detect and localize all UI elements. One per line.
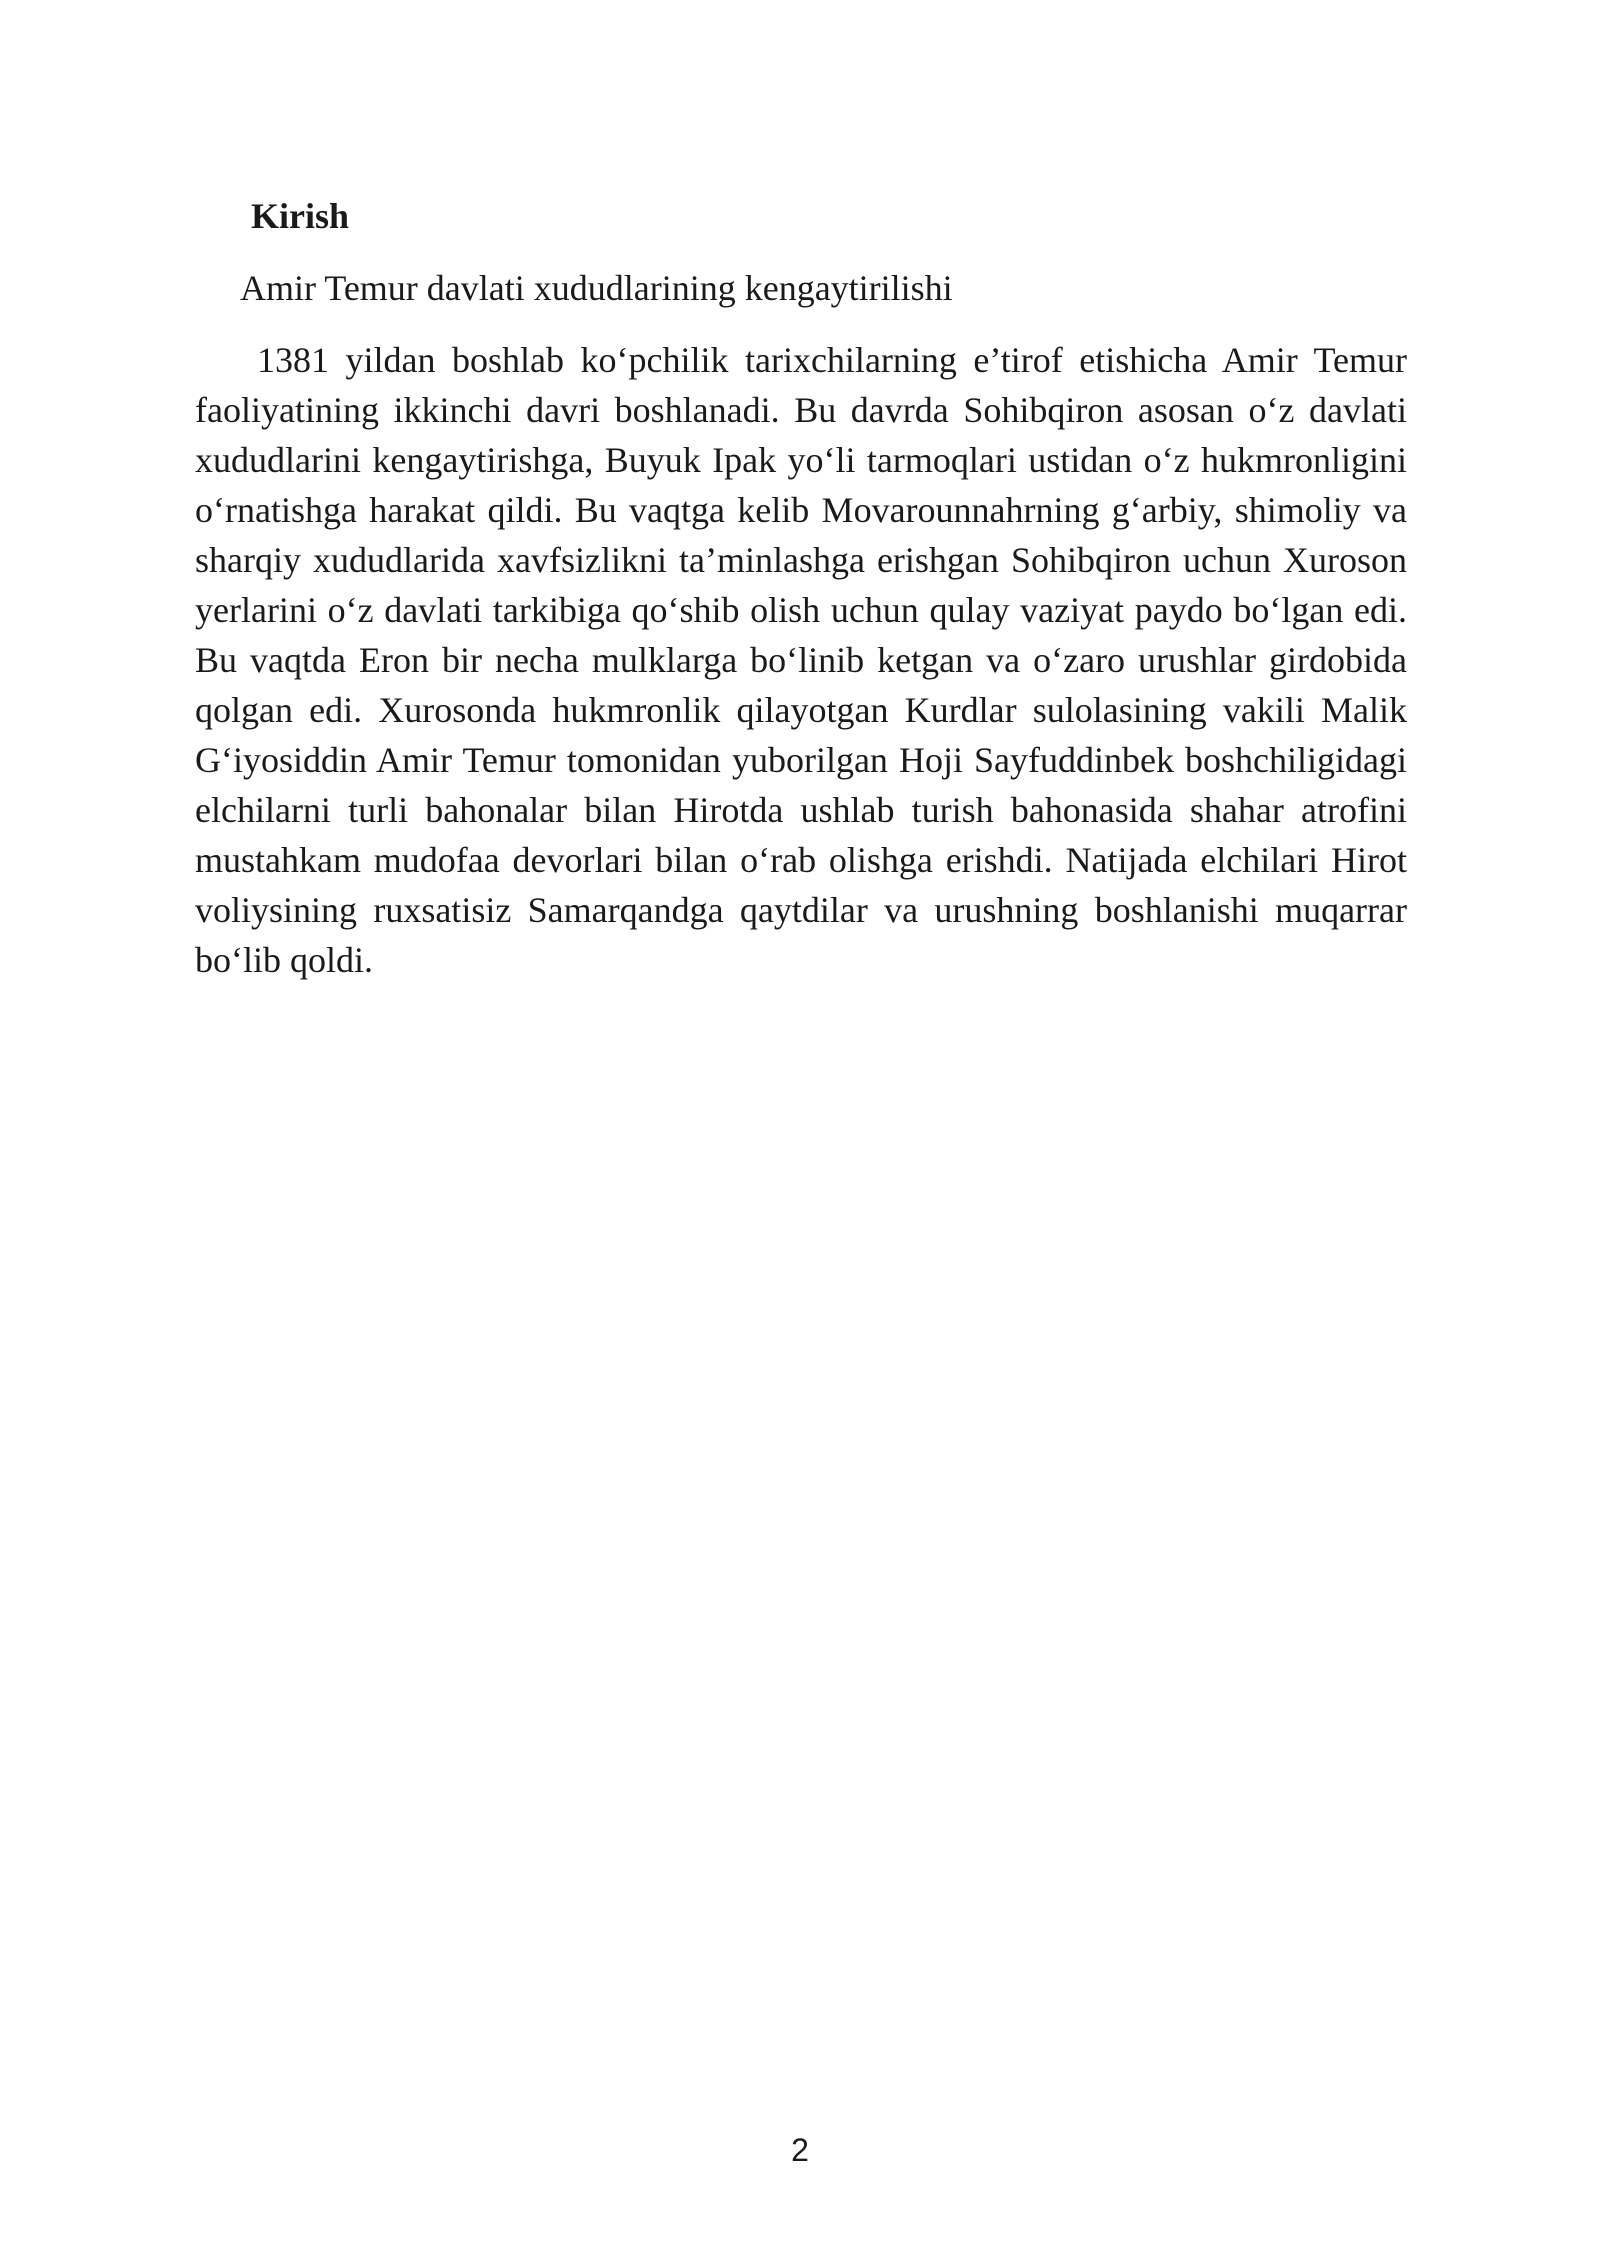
body-paragraph: 1381 yildan boshlab ko‘pchilik tarixchilarning e’tirof etishicha Amir Temur faoliyatining ikkinchi davri boshlanadi. Bu davrda Sohibqiron asosan o‘z davlati xududlarini kengaytirishga, Buyuk Ipak yo‘li tarmoqlari ustidan o‘z hukmronligini o‘rnatishga harakat qildi. Bu vaqtga kelib Movarounnahrning g‘arbiy, shimoliy va sharqiy xududlarida xavfsizlikni ta’minlashga erishgan Sohibqiron uchun Xuroson yerlarini o‘z davlati tarkibiga qo‘shib olish uchun qulay vaziyat paydo bo‘lgan edi. Bu vaqtda Eron bir necha mulklarga bo‘linib ketgan va o‘zaro urushlar girdobida qolgan edi. Xurosonda hukmronlik qilayotgan Kurdlar sulolasining vakili Malik G‘iyosiddin Amir Temur tomonidan yuborilgan Hoji Sayfuddinbek boshchiligidagi elchilarni turli bahonalar bilan Hirotda ushlab turish bahonasida shahar atrofini mustahkam mudofaa devorlari bilan o‘rab olishga erishdi. Natijada elchilari Hirot voliysining ruxsatisiz Samarqandga qaytdilar va urushning boshlanishi muqarrar bo‘lib qoldi. [195, 340, 1407, 980]
section-heading: Kirish [251, 196, 350, 236]
section-subtitle: Amir Temur davlati xududlarining kengaytirilishi [240, 268, 953, 308]
page-number: 2 [791, 2132, 809, 2168]
